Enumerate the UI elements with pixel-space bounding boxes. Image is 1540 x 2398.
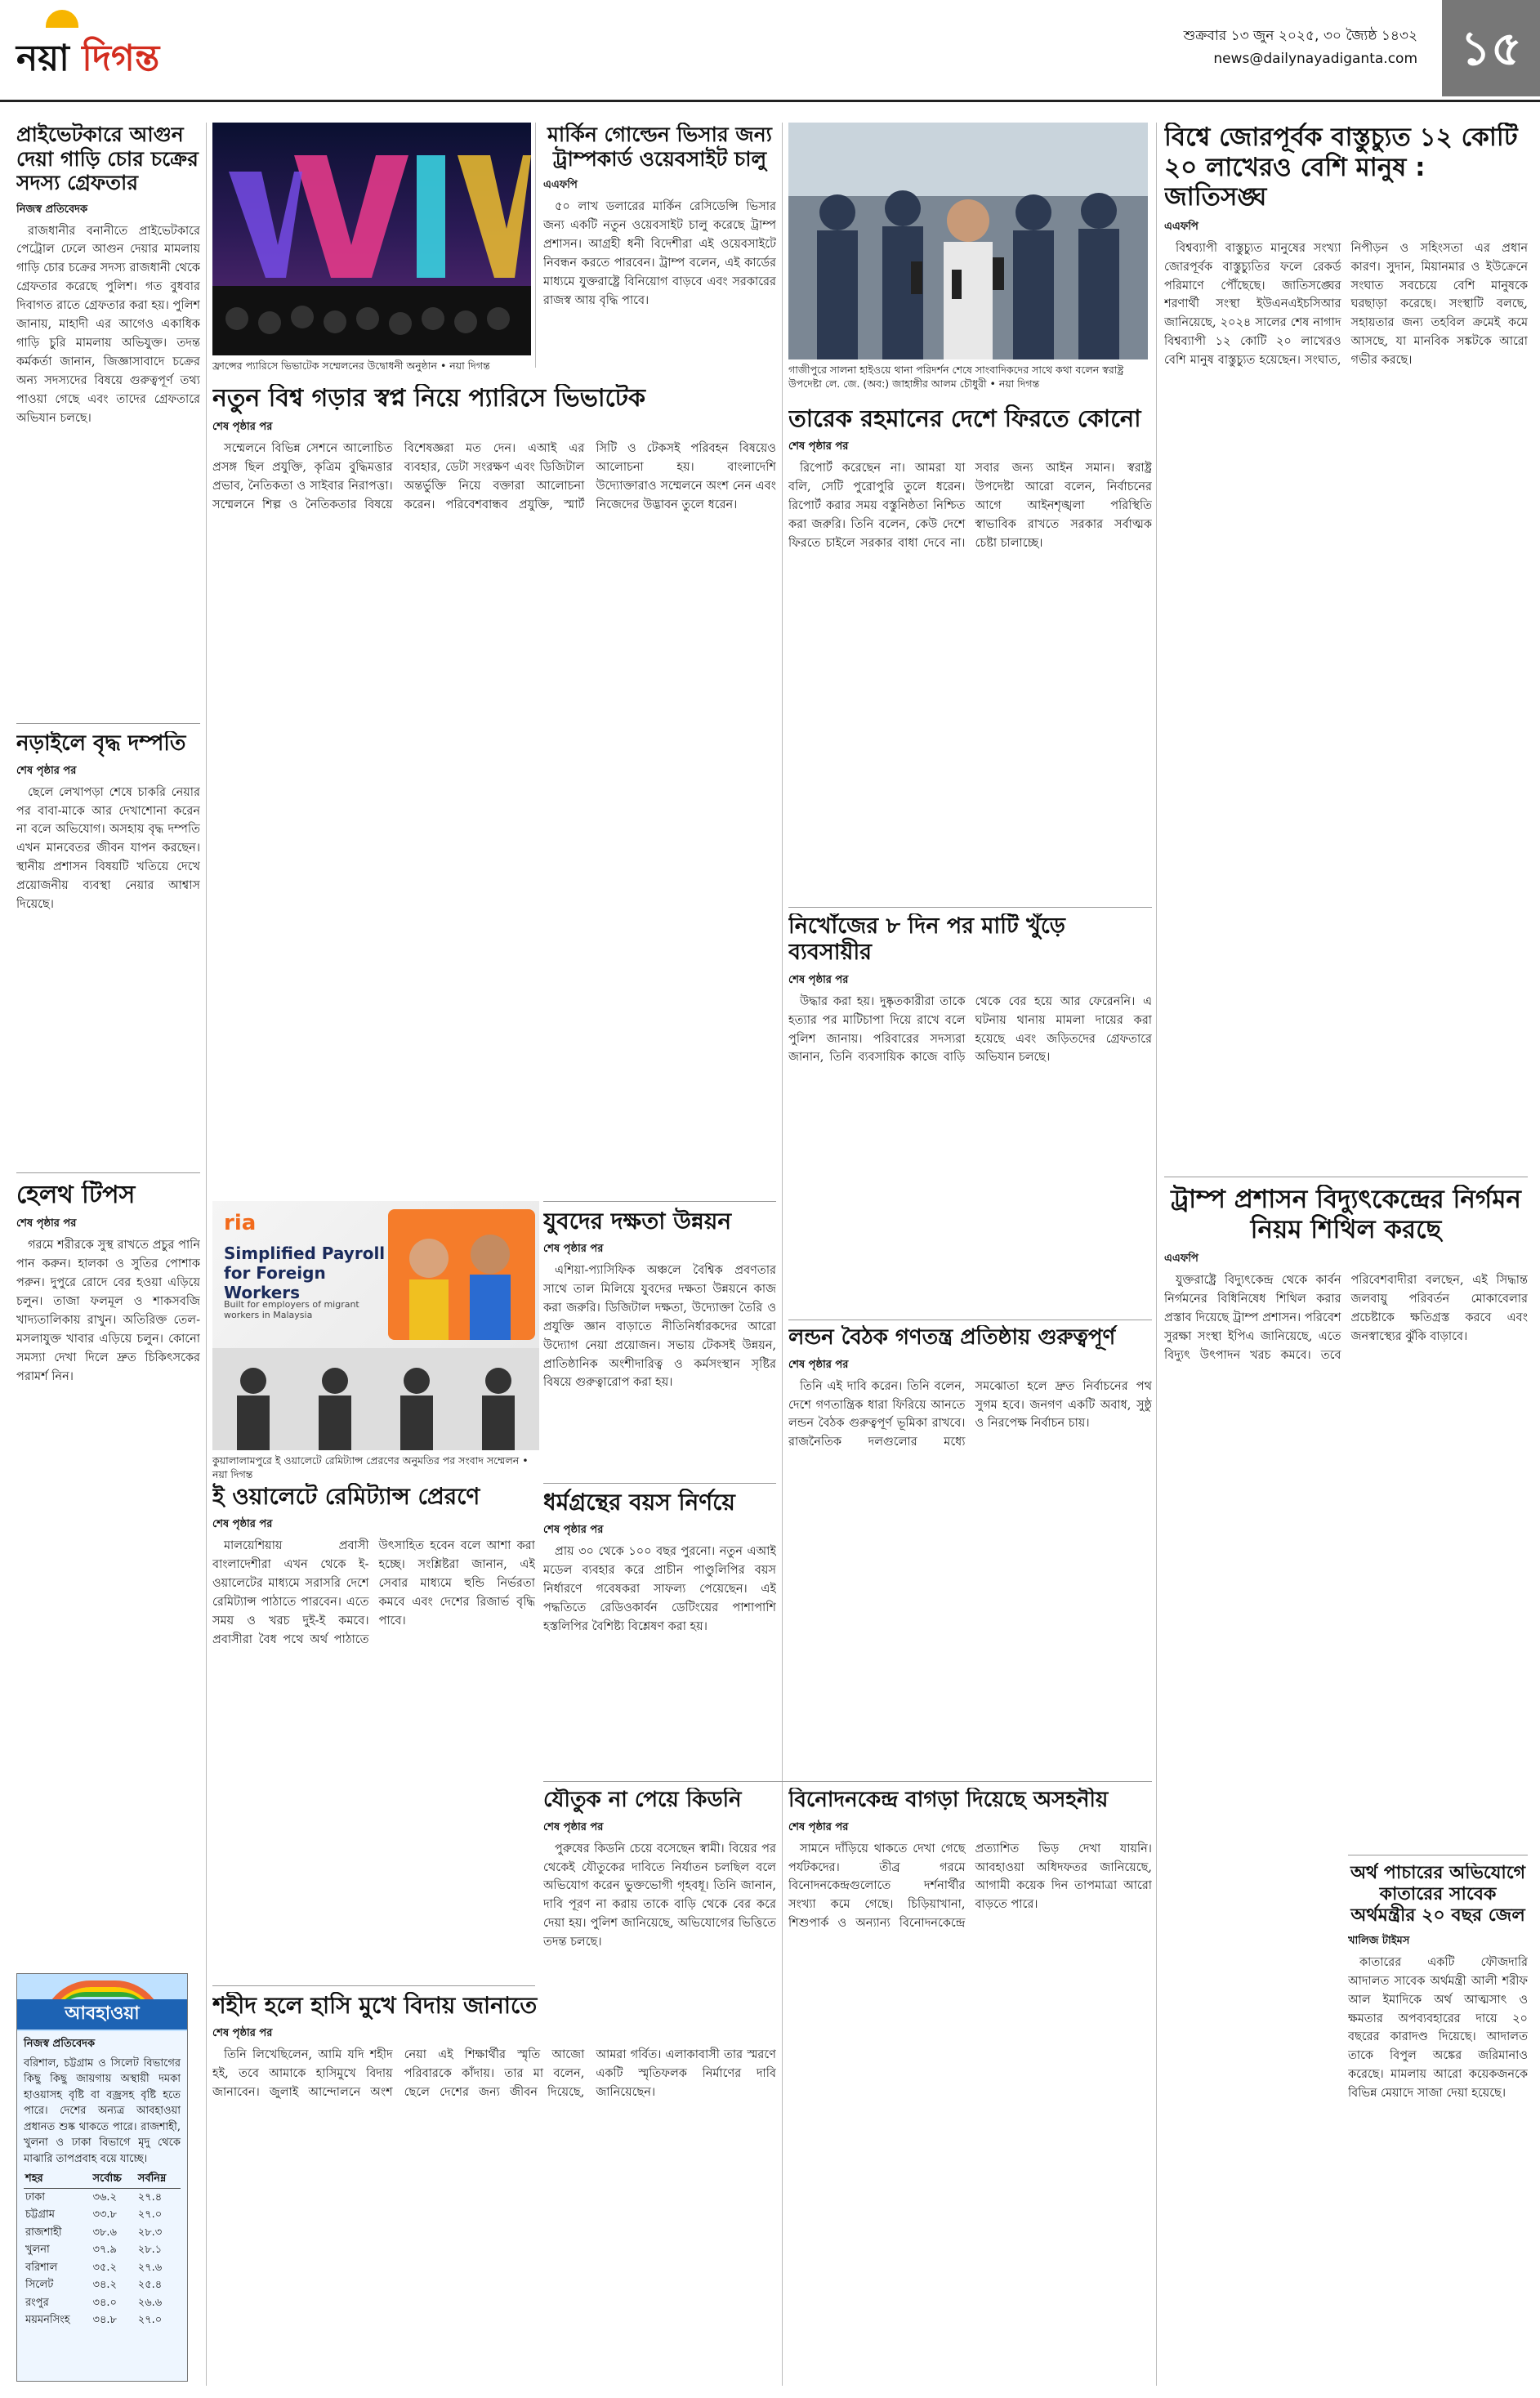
city-cell: খুলনা xyxy=(25,2244,50,2256)
column-header: সর্বনিম্ন xyxy=(136,2170,181,2188)
city-cell: রাজশাহী xyxy=(25,2226,62,2239)
paragraph: মালয়েশিয়ায় প্রবাসী বাংলাদেশীরা এখন থেকে ই-ওয়ালেটের মাধ্যমে সরাসরি দেশে রেমিট্যান্স পাঠাতে পারবেন। এতে সময় ও খরচ দুই-ই কমবে। প্রবাসীরা বৈধ পথে অর্থ পাঠাতে উৎসাহিত হবেন বলে আশা করা হচ্ছে। সংশ্লিষ্টরা জানান, এই সেবার মাধ্যমে হুন্ডি নির্ভরতা কমবে এবং দেশের রিজার্ভ বৃদ্ধি পাবে। xyxy=(212,1539,535,1646)
byline: নিজস্ব প্রতিবেদক xyxy=(16,203,88,216)
paragraph: উদ্ধার করা হয়। দুষ্কৃতকারীরা তাকে হত্যার পর মাটিচাপা দিয়ে রাখে বলে পুলিশ জানায়। পরিবারের সদস্যরা জানান, তিনি ব্যবসায়িক কাজে বাড়ি থেকে বের হয়ে আর ফেরেননি। এ ঘটনায় থানায় মামলা দায়ের করা হয়েছে এবং জড়িতদের গ্রেফতারে অভিযান চলছে। xyxy=(788,994,1152,1065)
story-displaced xyxy=(1164,123,1528,1103)
headline[interactable]: যৌতুক না পেয়ে কিডনি xyxy=(543,1788,742,1812)
divider xyxy=(543,1201,776,1202)
byline: নিজস্ব প্রতিবেদক xyxy=(24,2038,96,2050)
article-body xyxy=(16,784,200,914)
article-body xyxy=(788,993,1152,1069)
min-temp-cell: ২৭.০ xyxy=(137,2208,163,2221)
paragraph: সম্মেলনে বিভিন্ন সেশনে আলোচিত প্রসঙ্গ ছিল প্রযুক্তি, কৃত্রিম বুদ্ধিমত্তার প্রভাব, নৈতিকতা ও সাইবার নিরাপত্তা। সম্মেলনে শিল্প ও নৈতিকতার বিষয়ে বিশেষজ্ঞরা মত দেন। এআই এর ব্যবহার, ডেটা সংরক্ষণ এবং ডিজিটাল অন্তর্ভুক্তি নিয়ে বক্তারা আলোচনা করেন। পরিবেশবান্ধব প্রযুক্তি, স্মার্ট সিটি ও টেকসই পরিবহন বিষয়েও আলোচনা হয়। বাংলাদেশি উদ্যোক্তারাও সম্মেলনে অংশ নেন এবং নিজেদের উদ্ভাবন তুলে ধরেন। xyxy=(212,442,776,512)
divider xyxy=(16,723,200,724)
article-body xyxy=(543,1840,776,1952)
photo-caption: ফ্রান্সের প্যারিসে ভিভাটেক সম্মেলনের উদ্বোধনী অনুষ্ঠান • নয়া দিগন্ত xyxy=(212,359,490,372)
page-number: ১৫ xyxy=(1442,0,1540,96)
min-temp-cell: ২৮.১ xyxy=(137,2244,163,2256)
story-youth-skills xyxy=(543,1208,776,1477)
story-old-couple xyxy=(16,731,200,1083)
paragraph: তিনি লিখেছিলেন, আমি যদি শহীদ হই, তবে আমাকে হাসিমুখে বিদায় জানাবেন। জুলাই আন্দোলনে অংশ নেয়া এই শিক্ষার্থীর স্মৃতি আজো পরিবারকে কাঁদায়। তার মা বলেন, ছেলে দেশের জন্য জীবন দিয়েছে, আমরা গর্বিত। এলাকাবাসী তার স্মরণে একটি স্মৃতিফলক নির্মাণের দাবি জানিয়েছেন। xyxy=(212,2048,776,2099)
paragraph: রাজধানীর বনানীতে প্রাইভেটকারে পেট্রোল ঢেলে আগুন দেয়ার মামলায় গাড়ি চোর চক্রের সদস্য রাজধানী থেকে গ্রেফতার করেছে পুলিশ। গত বুধবার দিবাগত রাতে গ্রেফতার করা হয়। পুলিশ জানায়, মাহাদী এর আগেও একাধিক গাড়ি চুরি মামলায় অভিযুক্ত। তদন্ত কর্মকর্তা জানান, জিজ্ঞাসাবাদে চক্রের অন্য সদস্যদের বিষয়ে গুরুত্বপূর্ণ তথ্য পাওয়া গেছে এবং তাদের গ্রেফতারে অভিযান চলছে। xyxy=(16,224,200,425)
story-health-tips xyxy=(16,1181,200,1957)
table-row xyxy=(24,2276,181,2294)
column-header: সর্বোচ্চ xyxy=(92,2170,136,2188)
headline[interactable]: ট্রাম্প প্রশাসন বিদ্যুৎকেন্দ্রের নির্গমন নিয়ম শিথিল করছে xyxy=(1171,1185,1521,1244)
column-header: শহর xyxy=(24,2170,92,2188)
article-body xyxy=(16,1236,200,1386)
max-temp-cell: ৩৮.৬ xyxy=(92,2226,117,2239)
paragraph: এশিয়া-প্যাসিফিক অঞ্চলে বৈশ্বিক প্রবণতার সাথে তাল মিলিয়ে যুবদের দক্ষতা উন্নয়নে কাজ করা জরুরি। ডিজিটাল দক্ষতা, উদ্যোক্তা তৈরি ও প্রযুক্তি জ্ঞান বাড়াতে নীতিনির্ধারকদের আরো উদ্যোগ নেয়া প্রয়োজন। সভায় টেকসই উন্নয়ন, প্রাতিষ্ঠানিক অংশীদারিত্ব ও কর্মসংস্থান সৃষ্টির বিষয়ে গুরুত্বারোপ করা হয়। xyxy=(543,1264,776,1390)
divider xyxy=(788,907,1152,908)
newspaper-logo[interactable] xyxy=(16,31,159,91)
article-body xyxy=(16,222,200,428)
article-body xyxy=(788,1378,1152,1453)
remittance-ad-photo[interactable] xyxy=(212,1201,539,1450)
headline[interactable]: যুবদের দক্ষতা উন্নয়ন xyxy=(543,1208,732,1235)
column-divider xyxy=(535,123,536,368)
masthead xyxy=(0,0,1540,102)
paragraph: যুক্তরাষ্ট্রে বিদ্যুৎকেন্দ্র থেকে কার্বন নির্গমনের বিধিনিষেধ শিথিল করার প্রস্তাব দিয়েছে ট্রাম্প প্রশাসন। পরিবেশ সুরক্ষা সংস্থা ইপিএ জানিয়েছে, এতে বিদ্যুৎ উৎপাদন খরচ কমবে। তবে পরিবেশবাদীরা বলছেন, এই সিদ্ধান্ত জলবায়ু পরিবর্তন মোকাবেলার প্রচেষ্টাকে ক্ষতিগ্রস্ত করবে এবং জনস্বাস্থ্যের ঝুঁকি বাড়াবে। xyxy=(1164,1274,1528,1362)
continued-note: শেষ পৃষ্ঠার পর xyxy=(16,764,77,777)
date-line xyxy=(1184,25,1417,70)
continued-note: শেষ পৃষ্ঠার পর xyxy=(788,440,849,453)
logo-text-part1: নয়া xyxy=(16,38,69,79)
temperature-rows xyxy=(24,2188,181,2329)
table-row xyxy=(24,2241,181,2259)
ad-title: Simplified Payroll for Foreign Workers xyxy=(224,1244,386,1302)
table-row xyxy=(24,2188,181,2206)
article-body xyxy=(543,1543,776,1637)
headline[interactable]: লন্ডন বৈঠক গণতন্ত্র প্রতিষ্ঠায় গুরুত্বপূর্ণ xyxy=(788,1325,1116,1350)
story-missing-trader xyxy=(788,913,1152,1322)
story-privatecar xyxy=(16,123,200,711)
article-body xyxy=(788,459,1152,554)
article-body xyxy=(543,1262,776,1392)
story-entertainment-heat xyxy=(788,1788,1152,2384)
workers-illustration xyxy=(388,1209,535,1340)
ad-subtitle: Built for employers of migrant workers in Malaysia xyxy=(224,1299,359,1320)
continued-note: শেষ পৃষ্ঠার পর xyxy=(212,1518,273,1531)
article-body xyxy=(1348,1954,1528,2103)
max-temp-cell: ৩৬.২ xyxy=(92,2190,117,2204)
headline[interactable]: ধর্মগ্রন্থের বয়স নির্ণয়ে xyxy=(543,1489,735,1516)
max-temp-cell: ৩৩.৮ xyxy=(92,2208,117,2221)
continued-note: শেষ পৃষ্ঠার পর xyxy=(16,1217,77,1230)
max-temp-cell: ৩৭.৯ xyxy=(92,2244,117,2256)
story-dowry xyxy=(543,1788,776,1984)
article-body xyxy=(212,1537,535,1649)
min-temp-cell: ২৭.৬ xyxy=(137,2261,163,2274)
logo-text-part2: দিগন্ত xyxy=(82,38,160,79)
continued-note: শেষ পৃষ্ঠার পর xyxy=(212,421,273,434)
paragraph: গরমে শরীরকে সুস্থ রাখতে প্রচুর পানি পান করুন। হালকা ও সুতির পোশাক পরুন। দুপুরে রোদে বের হওয়া এড়িয়ে চলুন। তাজা ফলমূল ও শাকসবজি খাদ্যতালিকায় রাখুন। অতিরিক্ত তেল-মসলাযুক্ত খাবার এড়িয়ে চলুন। কোনো সমস্যা দেখা দিলে দ্রুত চিকিৎসকের পরামর্শ নিন। xyxy=(16,1239,200,1383)
article-body xyxy=(212,440,776,515)
table-row xyxy=(24,2206,181,2224)
max-temp-cell: ৩৪.০ xyxy=(92,2296,117,2309)
paragraph: ৫০ লাখ ডলারের মার্কিন রেসিডেন্সি ভিসার জন্য একটি নতুন ওয়েবসাইট চালু করেছে ট্রাম্প প্রশাসন। আগ্রহী ধনী বিদেশীরা এই ওয়েবসাইটে নিবন্ধন করতে পারবেন। ট্রাম্প বলেন, এই কার্ডের মাধ্যমে যুক্তরাষ্ট্রে বিনিয়োগ বাড়বে এবং সরকারের রাজস্ব আয় বৃদ্ধি পাবে। xyxy=(543,200,776,307)
continued-note: শেষ পৃষ্ঠার পর xyxy=(543,1524,604,1537)
story-martyr xyxy=(212,1992,776,2384)
min-temp-cell: ২৬.৬ xyxy=(137,2296,163,2309)
byline: খালিজ টাইমস xyxy=(1348,1934,1410,1947)
continued-note: শেষ পৃষ্ঠার পর xyxy=(543,1243,604,1256)
vivatech-photo[interactable] xyxy=(212,123,531,355)
headline[interactable]: ই ওয়ালেটে রেমিট্যান্স প্রেরণে xyxy=(212,1483,480,1510)
story-trump-emissions xyxy=(1164,1185,1528,1822)
headline[interactable]: হেলথ টিপস xyxy=(16,1181,136,1209)
city-cell: সিলেট xyxy=(25,2279,54,2291)
table-row xyxy=(24,2259,181,2277)
paragraph: রিপোর্ট করেছেন না। আমরা যা বলি, সেটি পুরোপুরি তুলে ধরেন। রিপোর্ট করার সময় বস্তুনিষ্ঠতা নিশ্চিত করা জরুরি। তিনি বলেন, কেউ দেশে ফিরতে চাইলে সরকার বাধা দেবে না। সবার জন্য আইন সমান। স্বরাষ্ট্র উপদেষ্টা আরো বলেন, নির্বাচনের আগে আইনশৃঙ্খলা পরিস্থিতি স্বাভাবিক রাখতে সরকার সর্বাত্মক চেষ্টা চালাচ্ছে। xyxy=(788,462,1152,550)
continued-note: শেষ পৃষ্ঠার পর xyxy=(212,2027,273,2040)
headline[interactable]: মার্কিন গোল্ডেন ভিসার জন্য ট্রাম্পকার্ড ওয়েবসাইট চালু xyxy=(547,123,772,171)
min-temp-cell: ২৭.০ xyxy=(137,2314,163,2326)
continued-note: শেষ পৃষ্ঠার পর xyxy=(788,1820,849,1833)
min-temp-cell: ২৮.৩ xyxy=(137,2226,163,2239)
max-temp-cell: ৩৫.২ xyxy=(92,2261,117,2274)
photo-caption: গাজীপুরে সালনা হাইওয়ে থানা পরিদর্শন শেষে সাংবাদিকদের সাথে কথা বলেন স্বরাষ্ট্র উপদেষ্টা লে. জে. (অব:) জাহাঙ্গীর আলম চৌধুরী • নয়া দিগন্ত xyxy=(788,364,1124,390)
weather-text: বরিশাল, চট্টগ্রাম ও সিলেট বিভাগের কিছু কিছু জায়গায় অস্থায়ী দমকা হাওয়াসহ বৃষ্টি বা বজ্রসহ বৃষ্টি হতে পারে। দেশের অন্যত্র আবহাওয়া প্রধানত শুষ্ক থাকতে পারে। রাজশাহী, খুলনা ও ঢাকা বিভাগে মৃদু থেকে মাঝারি তাপপ্রবাহ বয়ে যাচ্ছে। xyxy=(24,2056,181,2165)
column-divider xyxy=(206,123,207,2386)
headline[interactable]: নড়াইলে বৃদ্ধ দম্পতি xyxy=(16,731,186,756)
table-row xyxy=(24,2311,181,2329)
paragraph: তিনি এই দাবি করেন। তিনি বলেন, দেশে গণতান্ত্রিক ধারা ফিরিয়ে আনতে লন্ডন বৈঠক গুরুত্বপূর্ণ ভূমিকা রাখবে। রাজনৈতিক দলগুলোর মধ্যে সমঝোতা হলে দ্রুত নির্বাচনের পথ সুগম হবে। জনগণ একটি অবাধ, সুষ্ঠু ও নিরপেক্ষ নির্বাচন চায়। xyxy=(788,1379,1152,1449)
paragraph: বিশ্বব্যাপী বাস্তুচ্যুত মানুষের সংখ্যা জোরপূর্বক বাস্তুচ্যুতির ফলে রেকর্ড পরিমাণে পৌঁছেছে। জাতিসঙ্ঘের শরণার্থী সংস্থা ইউএনএইচসিআর জানিয়েছে, ২০২৪ সালের শেষ নাগাদ বিশ্বব্যাপী ১২ কোটি ২০ লাখেরও বেশি মানুষ বাস্তুচ্যুত হয়েছেন। সংঘাত, নিপীড়ন ও সহিংসতা এর প্রধান কারণ। সুদান, মিয়ানমার ও ইউক্রেনে সংঘাত সবচেয়ে বেশি মানুষকে ঘরছাড়া করেছে। সংস্থাটি বলছে, সহায়তার জন্য তহবিল ক্রমেই কমে আসছে, যা মানবিক সঙ্কটকে আরো গভীর করছে। xyxy=(1164,241,1528,368)
headline[interactable]: অর্থ পাচারের অভিযোগে কাতারের সাবেক অর্থমন্ত্রীর ২০ বছর জেল xyxy=(1350,1863,1526,1926)
divider xyxy=(543,1781,1152,1782)
table-row xyxy=(24,2294,181,2312)
continued-note: শেষ পৃষ্ঠার পর xyxy=(543,1820,604,1833)
headline[interactable]: শহীদ হলে হাসি মুখে বিদায় জানাতে xyxy=(212,1992,538,2019)
headline[interactable]: নতুন বিশ্ব গড়ার স্বপ্ন নিয়ে প্যারিসে ভিভাটেক xyxy=(212,384,645,413)
continued-note: শেষ পৃষ্ঠার পর xyxy=(788,1358,849,1371)
headline[interactable]: বিশ্বে জোরপূর্বক বাস্তুচ্যুত ১২ কোটি ২০ লাখেরও বেশি মানুষ : জাতিসঙ্ঘ xyxy=(1164,123,1518,212)
ria-brand: ria xyxy=(224,1211,257,1235)
divider xyxy=(543,1483,776,1484)
paragraph: ছেলে লেখাপড়া শেষে চাকরি নেয়ার পর বাবা-মাকে আর দেখাশোনা করেন না বলে অভিযোগ। অসহায় বৃদ্ধ দম্পতি এখন মানবেতর জীবন যাপন করছেন। স্থানীয় প্রশাসন বিষয়টি খতিয়ে দেখে প্রয়োজনীয় ব্যবস্থা নেয়ার আশ্বাস দিয়েছে। xyxy=(16,785,200,912)
city-cell: ময়মনসিংহ xyxy=(25,2314,70,2326)
stage-illustration xyxy=(212,123,531,355)
weather-title: আবহাওয়া xyxy=(17,1999,187,2030)
city-cell: বরিশাল xyxy=(25,2261,58,2274)
press-conference-illustration xyxy=(212,1348,539,1450)
story-e-wallet xyxy=(212,1483,535,1728)
paragraph: প্রায় ৩০ থেকে ১০০ বছর পুরনো। নতুন এআই মডেল ব্যবহার করে প্রাচীন পাণ্ডুলিপির বয়স নির্ধারণে গবেষকরা সাফল্য পেয়েছেন। এই পদ্ধতিতে রেডিওকার্বন ডেটিংয়ের পাশাপাশি হস্তলিপির বৈশিষ্ট্য বিশ্লেষণ করা হয়। xyxy=(543,1545,776,1633)
paragraph: পুরুষের কিডনি চেয়ে বসেছেন স্বামী। বিয়ের পর থেকেই যৌতুকের দাবিতে নির্যাতন চলছিল বলে অভিযোগ করেন ভুক্তভোগী গৃহবধূ। তিনি জানান, দাবি পূরণ না করায় তাকে বাড়ি থেকে বের করে দেয়া হয়। পুলিশ জানিয়েছে, অভিযোগের ভিত্তিতে তদন্ত চলছে। xyxy=(543,1842,776,1949)
weather-body xyxy=(17,2031,187,2334)
article-body xyxy=(1164,239,1528,371)
table-header-row xyxy=(24,2170,181,2188)
divider xyxy=(16,1172,200,1173)
temperature-table xyxy=(24,2170,181,2329)
weather-banner xyxy=(17,1974,187,2031)
logo-sun-icon xyxy=(46,10,78,28)
city-cell: চট্টগ্রাম xyxy=(25,2208,55,2221)
column-divider xyxy=(1156,123,1157,2386)
article-body xyxy=(1164,1271,1528,1365)
headline[interactable]: বিনোদনকেন্দ্র বাগড়া দিয়েছে অসহনীয় xyxy=(788,1788,1109,1812)
photo-caption: কুয়ালালামপুরে ই ওয়ালেটে রেমিট্যান্স প্রেরণের অনুমতির পর সংবাদ সম্মেলন • নয়া দিগন্ত xyxy=(212,1454,529,1480)
city-cell: রংপুর xyxy=(25,2296,49,2309)
home-adviser-photo[interactable] xyxy=(788,123,1148,359)
max-temp-cell: ৩৪.২ xyxy=(92,2279,117,2291)
byline: এএফপি xyxy=(1164,220,1199,233)
continued-note: শেষ পৃষ্ঠার পর xyxy=(788,973,849,986)
weather-box xyxy=(16,1973,188,2382)
story-vivatech xyxy=(212,384,776,1193)
max-temp-cell: ৩৪.৮ xyxy=(92,2314,117,2326)
table-row xyxy=(24,2224,181,2242)
article-body xyxy=(543,198,776,310)
headline[interactable]: প্রাইভেটকারে আগুন দেয়া গাড়ি চোর চক্রের সদস্য গ্রেফতার xyxy=(16,123,199,194)
column-divider xyxy=(782,123,783,2386)
min-temp-cell: ২৭.৪ xyxy=(137,2190,163,2204)
headline[interactable]: নিখোঁজের ৮ দিন পর মাটি খুঁড়ে ব্যবসায়ীর xyxy=(788,913,1065,965)
min-temp-cell: ২৫.৪ xyxy=(137,2279,163,2291)
divider xyxy=(212,1985,535,1986)
byline: এএফপি xyxy=(543,179,578,191)
article-body xyxy=(788,1840,1152,1934)
story-qatar-minister xyxy=(1348,1863,1528,2386)
paragraph: সামনে দাঁড়িয়ে থাকতে দেখা গেছে পর্যটকদের। তীব্র গরমে বিনোদনকেন্দ্রগুলোতে দর্শনার্থীর সংখ্যা কমে গেছে। চিড়িয়াখানা, শিশুপার্ক ও অন্যান্য বিনোদনকেন্দ্রে প্রত্যাশিত ভিড় দেখা যায়নি। আবহাওয়া অধিদফতর জানিয়েছে, আগামী কয়েক দিন তাপমাত্রা আরো বাড়তে পারে। xyxy=(788,1842,1152,1931)
police-group-illustration xyxy=(788,123,1148,359)
headline[interactable]: তারেক রহমানের দেশে ফিরতে কোনো xyxy=(788,404,1141,432)
story-tarique-return xyxy=(788,404,1152,862)
article-body xyxy=(212,2046,776,2102)
story-london-meeting xyxy=(788,1325,1152,1779)
email-address[interactable]: news@dailynayadiganta.com xyxy=(1213,51,1417,67)
city-cell: ঢাকা xyxy=(25,2190,45,2204)
paragraph: কাতারের একটি ফৌজদারি আদালত সাবেক অর্থমন্ত্রী আলী শরীফ আল ইমাদিকে অর্থ আত্মসাৎ ও ক্ষমতার অপব্যবহারের দায়ে ২০ বছরের কারাদণ্ড দিয়েছে। আদালত তাকে বিপুল অঙ্কের জরিমানাও করেছে। মামলায় আরো কয়েকজনকে বিভিন্ন মেয়াদে সাজা দেয়া হয়েছে। xyxy=(1348,1955,1528,2101)
story-golden-visa xyxy=(543,123,776,400)
byline: এএফপি xyxy=(1164,1253,1199,1266)
issue-date: শুক্রবার ১৩ জুন ২০২৫, ৩০ জ্যৈষ্ঠ ১৪৩২ xyxy=(1183,28,1417,44)
